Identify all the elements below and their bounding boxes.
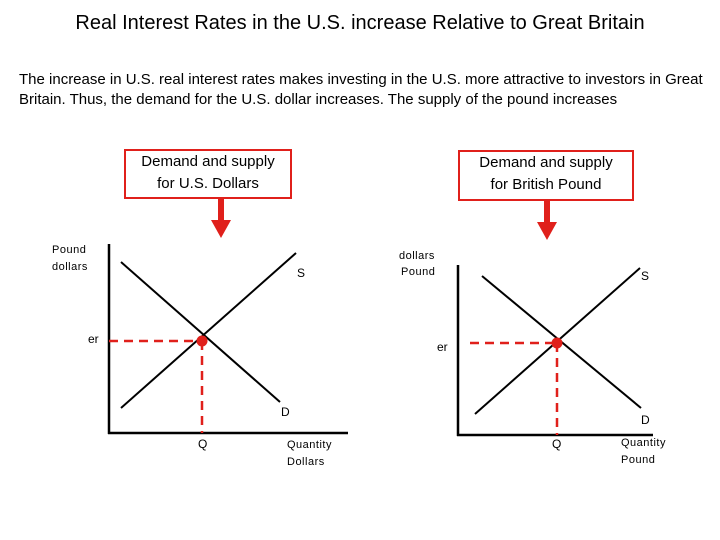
right-er-label: er bbox=[437, 340, 448, 354]
right-x-axis-label-line2: Pound bbox=[621, 454, 656, 466]
left-demand-label: D bbox=[281, 405, 290, 419]
right-y-axis-label-line2: Pound bbox=[401, 266, 436, 278]
right-q-label: Q bbox=[552, 437, 562, 451]
left-demand-curve bbox=[121, 262, 280, 402]
right-caption-line2: for British Pound bbox=[490, 176, 602, 193]
right-supply-label: S bbox=[641, 269, 650, 283]
left-equilibrium-point bbox=[197, 336, 208, 347]
left-x-axis-label-line2: Dollars bbox=[287, 456, 325, 468]
left-supply-curve bbox=[121, 253, 296, 408]
left-caption-line1: Demand and supply bbox=[141, 153, 275, 170]
intro-paragraph: The increase in U.S. real interest rates makes investing in the U.S. more attractive to investors in Great Britain. Thus, the demand for the U.S. dollar increases. The supply of the pound increases bbox=[19, 71, 703, 108]
right-x-axis-label-line1: Quantity bbox=[621, 437, 666, 449]
right-caption-line1: Demand and supply bbox=[479, 154, 613, 171]
left-y-axis-label-line2: dollars bbox=[52, 261, 88, 273]
left-graph bbox=[52, 199, 348, 468]
left-x-axis-label-line1: Quantity bbox=[287, 439, 332, 451]
left-er-label: er bbox=[88, 332, 99, 346]
right-down-arrow-icon bbox=[537, 222, 557, 240]
right-y-axis-label-line1: dollars bbox=[399, 250, 435, 262]
left-down-arrow-icon bbox=[211, 220, 231, 238]
left-supply-label: S bbox=[297, 266, 306, 280]
right-graph bbox=[399, 201, 666, 466]
left-caption-line2: for U.S. Dollars bbox=[157, 175, 259, 192]
slide-title: Real Interest Rates in the U.S. increase Relative to Great Britain bbox=[75, 12, 645, 34]
left-y-axis-label-line1: Pound bbox=[52, 244, 87, 256]
left-arrow-shaft bbox=[218, 199, 224, 221]
right-arrow-shaft bbox=[544, 201, 550, 223]
right-demand-label: D bbox=[641, 413, 650, 427]
left-q-label: Q bbox=[198, 437, 208, 451]
right-equilibrium-point bbox=[552, 338, 563, 349]
